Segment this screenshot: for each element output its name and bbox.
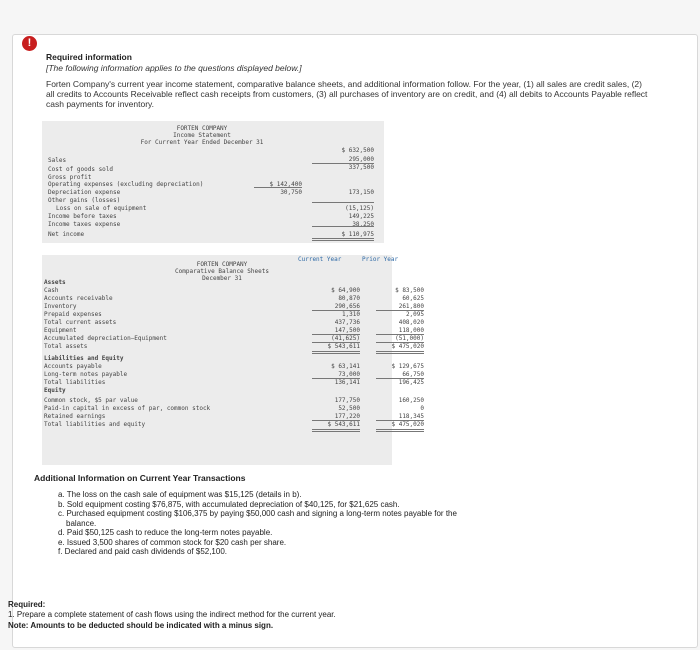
balance-row-prior: $ 129,675	[391, 363, 424, 370]
balance-row-label: Total liabilities	[44, 379, 106, 386]
balance-row-prior: 196,425	[398, 379, 424, 386]
balance-row-label: Equipment	[44, 327, 77, 334]
income-row-label: Net income	[48, 231, 85, 238]
rule-line	[312, 420, 360, 421]
balance-row-prior: 118,000	[398, 327, 424, 334]
rule-line	[376, 342, 424, 343]
balance-row-current: 52,500	[338, 405, 360, 412]
info-note: [The following information applies to the questions displayed below.]	[46, 63, 302, 73]
balance-row-prior: 0	[420, 405, 424, 412]
balance-row-label: Liabilities and Equity	[44, 355, 124, 362]
income-row-label: Income taxes expense	[48, 221, 121, 228]
list-item: e. Issued 3,500 shares of common stock for $20 cash per share.	[58, 537, 287, 547]
income-row-label: Cost of goods sold	[48, 166, 114, 173]
balance-row-prior: 261,800	[398, 303, 424, 310]
income-row-label: Other gains (losses)	[48, 197, 121, 204]
balance-row-prior: 66,750	[402, 371, 424, 378]
balance-row-label: Inventory	[44, 303, 77, 310]
income-row-label: Depreciation expense	[48, 189, 121, 196]
balance-row-current: 80,870	[338, 295, 360, 302]
rule-line	[312, 163, 374, 164]
rule-line	[312, 378, 360, 379]
rule-line	[376, 310, 424, 311]
balance-row-current: 177,750	[334, 397, 360, 404]
balance-row-prior: 60,625	[402, 295, 424, 302]
balance-row-label: Cash	[44, 287, 59, 294]
list-item: f. Declared and paid cash dividends of $52,100.	[58, 547, 228, 556]
income-row-label: Income before taxes	[48, 213, 117, 220]
rule-line	[312, 334, 360, 335]
income-row-value: 173,150	[348, 189, 374, 196]
balance-sheet	[42, 255, 424, 465]
income-row-value: 149,225	[348, 213, 374, 220]
balance-row-current: 1,310	[341, 311, 360, 318]
list-item: a. The loss on the cash sale of equipment was $15,125 (details in b).	[58, 490, 302, 499]
income-row-value: 38,250	[352, 221, 374, 228]
intro-paragraph: Forten Company's current year income statement, comparative balance sheets, and additional information follow. For the year, (1) all sales are credit sales, (2) all credits to Accounts Receivable reflect cash receipts from customers, (3) all purchases of inventory are on credit, and (4) all debits to Accounts Payable reflect cash payments for inventory.	[46, 79, 648, 109]
double-rule	[376, 351, 424, 354]
additional-info-title: Additional Information on Current Year Transactions	[34, 473, 246, 483]
balance-row-current: 147,500	[334, 327, 360, 334]
column-header-current: Current Year	[298, 256, 342, 263]
column-header-prior: Prior Year	[362, 256, 399, 263]
required-title: Required:	[8, 600, 46, 609]
list-item: c. Purchased equipment costing $106,375 by paying $50,000 cash and signing a long-term notes payable for the	[58, 509, 457, 518]
balance-row-label: Prepaid expenses	[44, 311, 102, 318]
required-line: 1. Prepare a complete statement of cash flows using the indirect method for the current year.	[8, 610, 336, 619]
rule-line	[312, 342, 360, 343]
rule-line	[254, 187, 302, 188]
balance-row-label: Total liabilities and equity	[44, 421, 146, 428]
list-item: d. Paid $50,125 cash to reduce the long-term notes payable.	[58, 528, 273, 537]
income-statement	[42, 121, 384, 243]
balance-row-current: 290,656	[334, 303, 360, 310]
balance-row-prior: 2,095	[405, 311, 424, 318]
balance-row-label: Retained earnings	[44, 413, 106, 420]
balance-row-current: $ 543,611	[327, 343, 360, 350]
additional-info-list	[58, 490, 528, 557]
balance-row-label: Paid-in capital in excess of par, common stock	[44, 405, 211, 412]
balance-row-prior: 160,250	[398, 397, 424, 404]
double-rule	[312, 351, 360, 354]
balance-row-current: 437,736	[334, 319, 360, 326]
section-title: Required information	[46, 52, 132, 62]
balance-row-label: Common stock, $5 par value	[44, 397, 138, 404]
rule-line	[312, 202, 374, 203]
rule-line	[312, 310, 360, 311]
balance-row-current: (41,625)	[331, 335, 360, 342]
balance-row-prior: 408,020	[398, 319, 424, 326]
income-row-mid-value: $ 142,400	[269, 181, 302, 188]
double-rule	[376, 429, 424, 432]
balance-row-current: 73,000	[338, 371, 360, 378]
rule-line	[312, 226, 374, 227]
rule-line	[376, 378, 424, 379]
income-row-label: Operating expenses (excluding depreciation)	[48, 181, 204, 188]
balance-row-label: Equity	[44, 387, 66, 394]
balance-row-current: 136,141	[334, 379, 360, 386]
balance-row-prior: $ 475,020	[391, 343, 424, 350]
list-item: b. Sold equipment costing $76,875, with accumulated depreciation of $40,125, for $21,625 cash.	[58, 499, 400, 509]
double-rule	[312, 238, 374, 241]
alert-icon: !	[22, 36, 37, 51]
required-note: Note: Amounts to be deducted should be indicated with a minus sign.	[8, 621, 274, 630]
income-statement-title: FORTEN COMPANY Income Statement For Current Year Ended December 31	[140, 125, 264, 146]
income-row-value: $ 110,975	[341, 231, 374, 238]
balance-row-label: Total assets	[44, 343, 88, 350]
balance-row-current: $ 63,141	[331, 363, 360, 370]
balance-row-prior: 118,345	[398, 413, 424, 420]
balance-row-label: Accounts payable	[44, 363, 102, 370]
income-row-label: Gross profit	[48, 174, 92, 181]
double-rule	[312, 429, 360, 432]
list-item: balance.	[66, 518, 97, 528]
balance-row-current: $ 64,900	[331, 287, 360, 294]
income-row-value: (15,125)	[345, 205, 374, 212]
income-row-value: $ 632,500	[341, 147, 374, 154]
balance-row-label: Total current assets	[44, 319, 117, 326]
balance-row-current: 177,220	[334, 413, 360, 420]
balance-row-prior: $ 83,500	[395, 287, 424, 294]
income-row-mid-value: 30,750	[280, 189, 302, 196]
balance-row-current: $ 543,611	[327, 421, 360, 428]
rule-line	[376, 420, 424, 421]
balance-row-prior: (51,000)	[395, 335, 424, 342]
income-row-value: 337,500	[348, 164, 374, 171]
rule-line	[376, 334, 424, 335]
income-row-value: 295,000	[348, 156, 374, 163]
balance-row-label: Assets	[44, 279, 66, 286]
income-row-label: Loss on sale of equipment	[56, 205, 147, 212]
balance-row-label: Accumulated depreciation—Equipment	[44, 335, 167, 342]
income-row-label: Sales	[48, 157, 67, 164]
balance-sheet-title: FORTEN COMPANY Comparative Balance Sheets December 31	[175, 261, 269, 282]
balance-row-label: Long-term notes payable	[44, 371, 128, 378]
balance-row-prior: $ 475,020	[391, 421, 424, 428]
balance-row-label: Accounts receivable	[44, 295, 113, 302]
